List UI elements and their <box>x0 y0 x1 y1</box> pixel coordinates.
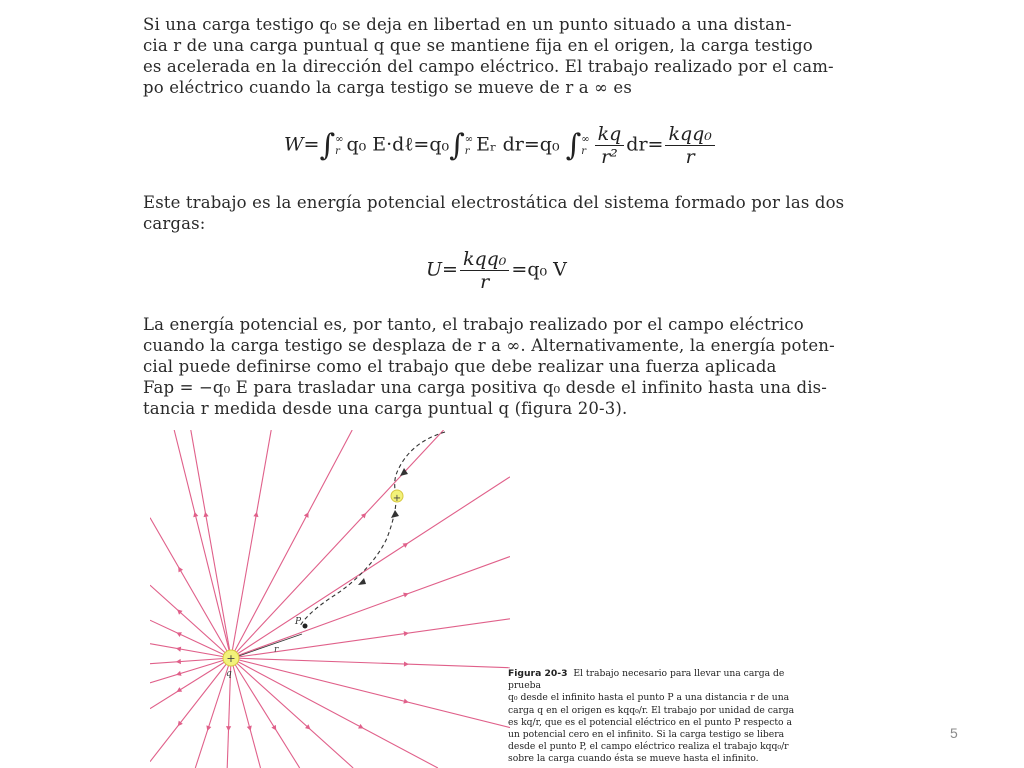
text-line: La energía potencial es, por tanto, el trabajo realizado por el campo eléctrico <box>143 315 804 334</box>
field-line-arrow <box>253 512 258 517</box>
equation-work <box>284 123 717 168</box>
caption-line: q₀ desde el infinito hasta el punto P a una distancia r de una <box>508 692 790 704</box>
field-line-arrow <box>404 631 409 636</box>
field-line-arrow <box>226 726 231 731</box>
paragraph-2 <box>143 192 867 234</box>
path-arrow <box>391 510 399 518</box>
field-lines-figure <box>150 430 510 768</box>
r-vector <box>236 634 302 657</box>
page-number: 5 <box>950 725 958 741</box>
field-line-arrow <box>404 661 409 666</box>
field-lines-group <box>150 430 510 768</box>
field-line <box>231 658 510 668</box>
text-line: es acelerada en la dirección del campo eléctrico. El trabajo realizado por el cam- <box>143 57 834 76</box>
field-line <box>231 430 444 658</box>
integral-sign: ∫ <box>449 128 465 163</box>
text-line: cial puede definirse como el trabajo que debe realizar una fuerza aplicada <box>143 357 777 376</box>
eq-part2: Eᵣ dr=q₀ <box>476 133 560 156</box>
text-line: Fap = −q₀ E para trasladar una carga positiva q₀ desde el infinito hasta una dis- <box>143 378 828 397</box>
eq-lhs: W= <box>284 133 320 156</box>
eq-part1: q₀ E·dℓ=q₀ <box>346 133 450 156</box>
caption-line: desde el punto P, el campo eléctrico realiza el trabajo kqq₀/r <box>508 741 789 753</box>
field-line-arrow <box>247 726 252 732</box>
path-arrow <box>358 578 366 585</box>
caption-line: sobre la carga cuando ésta se mueve hasta el infinito. <box>508 753 759 765</box>
paragraph-1 <box>143 14 867 98</box>
label-r: r <box>274 645 279 655</box>
point-P-dot <box>303 624 308 629</box>
field-line <box>150 620 231 658</box>
field-line <box>231 557 510 659</box>
caption-line: es kq/r, que es el potencial eléctrico en el punto P respecto a <box>508 716 792 728</box>
test-charge-path <box>300 432 445 626</box>
field-line <box>231 430 271 658</box>
label-q: q <box>226 669 232 679</box>
integral-limits: ∞ r <box>335 133 344 157</box>
figure-caption <box>508 668 804 766</box>
integral-limits: ∞ r <box>581 133 590 157</box>
field-line <box>150 585 231 658</box>
field-line <box>231 658 261 768</box>
text-line: Si una carga testigo q₀ se deja en libertad en un punto situado a una distan- <box>143 15 792 34</box>
field-line <box>150 658 231 709</box>
eq2-lhs: U= <box>426 258 458 281</box>
text-line: Este trabajo es la energía potencial electrostática del sistema formado por las dos <box>143 193 845 212</box>
field-line-arrow <box>176 647 181 652</box>
field-line <box>231 430 352 658</box>
field-line <box>231 658 510 728</box>
caption-label: Figura 20-3 <box>508 668 568 679</box>
test-charge-plus: + <box>392 493 402 504</box>
field-line-arrow <box>403 699 408 704</box>
eq2-rhs: =q₀ V <box>511 258 567 281</box>
text-line: cia r de una carga puntual q que se mantiene fija en el origen, la carga testigo <box>143 36 813 55</box>
text-line: po eléctrico cuando la carga testigo se mueve de r a ∞ es <box>143 78 632 97</box>
text-line: tancia r medida desde una carga puntual q (figura 20-3). <box>143 399 628 418</box>
field-line <box>231 619 510 658</box>
equation-energy <box>426 248 567 293</box>
field-line <box>231 658 300 768</box>
integral-limits: ∞ r <box>464 133 474 157</box>
text-line: cargas: <box>143 214 206 233</box>
label-P: P <box>295 617 302 627</box>
field-line <box>150 658 231 664</box>
field-line <box>150 658 231 683</box>
field-line <box>231 477 510 658</box>
text-line: cuando la carga testigo se desplaza de r a ∞. Alternativamente, la energía poten- <box>143 336 835 355</box>
field-line <box>150 644 231 658</box>
caption-line: un potencial cero en el infinito. Si la carga testigo se libera <box>508 729 785 741</box>
caption-line: El trabajo necesario para llevar una carga de prueba <box>508 668 785 692</box>
integral-sign: ∫ <box>565 128 582 163</box>
field-line-arrow <box>193 512 198 517</box>
field-line-arrow <box>204 512 209 517</box>
fraction-kqq0-r: $\frac{\text{kqq₀}}{r}$ <box>460 248 509 293</box>
fraction-kq-r2: $\frac{kq}{\text{r²}}$ <box>595 123 625 168</box>
paragraph-3 <box>143 314 867 419</box>
fraction-kqq0-r: $\frac{\text{kqq₀}}{r}$ <box>665 123 714 168</box>
field-line <box>150 658 231 762</box>
caption-line: carga q en el origen es kqq₀/r. El trabajo por unidad de carga <box>508 704 795 716</box>
field-line <box>174 430 231 658</box>
eq-part3: dr= <box>626 133 664 156</box>
source-charge-plus: + <box>226 652 236 665</box>
field-line-arrow <box>176 659 181 664</box>
integral-sign: ∫ <box>319 128 336 163</box>
